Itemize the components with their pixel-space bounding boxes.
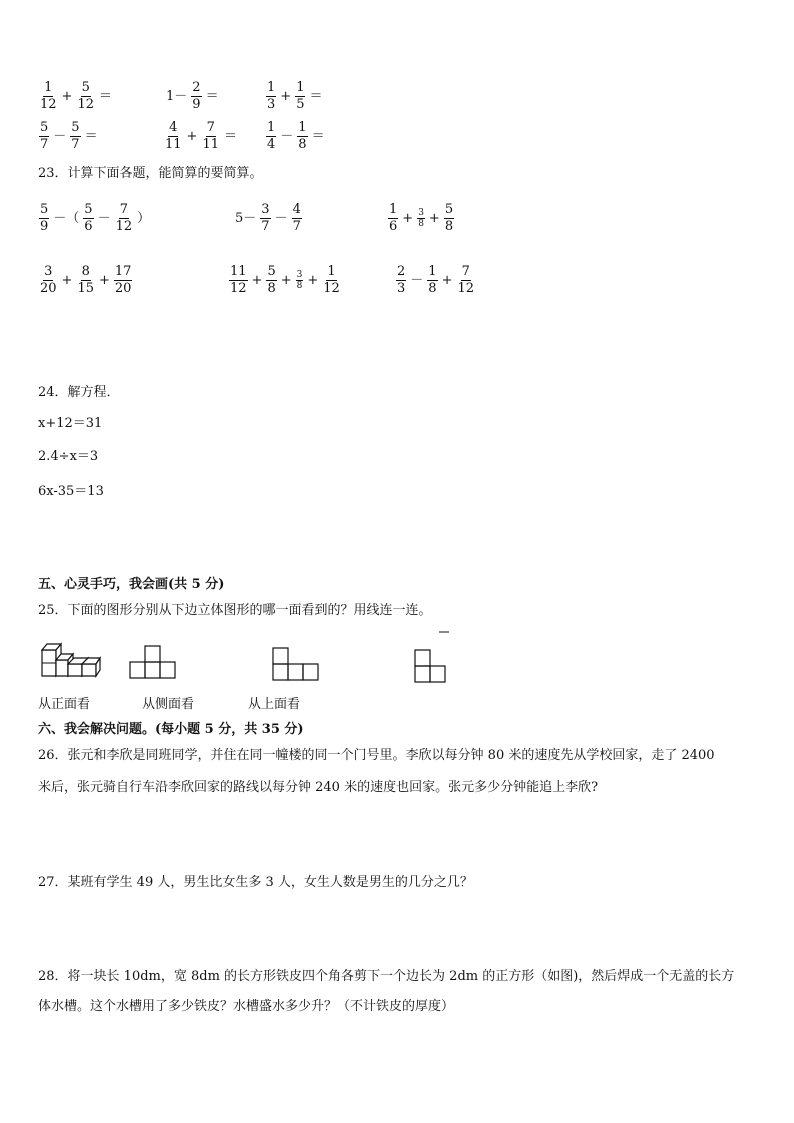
fraction-denominator: 12 xyxy=(40,97,57,112)
fraction-denominator: 8 xyxy=(296,281,303,291)
fraction xyxy=(297,120,307,153)
fraction-numerator: 8 xyxy=(81,264,90,279)
fraction-denominator: 9 xyxy=(192,97,201,112)
q23-expr-4 xyxy=(38,264,133,297)
fraction-numerator: 2 xyxy=(192,80,201,95)
q25-text: 25．下面的图形分别从下边立体图形的哪一面看到的？用线连一连。 xyxy=(38,603,432,618)
fraction xyxy=(456,264,475,297)
q23-expr-6 xyxy=(395,264,476,297)
fraction-denominator: 7 xyxy=(71,137,80,152)
math-operator: － xyxy=(53,128,67,144)
fraction xyxy=(266,80,276,113)
view-c-svg xyxy=(413,630,453,686)
fraction xyxy=(39,120,49,153)
view-label-front: 从正面看 xyxy=(38,697,91,712)
fraction-denominator: 7 xyxy=(292,219,301,234)
math-operator: + xyxy=(61,272,73,288)
fraction-numerator: 1 xyxy=(389,202,398,217)
fraction-denominator: 11 xyxy=(165,137,182,152)
solid-figure xyxy=(38,636,102,680)
fraction-denominator: 4 xyxy=(267,137,276,152)
math-operator: + xyxy=(61,88,73,104)
math-operator: + xyxy=(402,210,414,226)
q24-title: 24．解方程． xyxy=(38,385,120,400)
fraction-denominator: 3 xyxy=(267,97,276,112)
oral-expr-4 xyxy=(38,120,101,153)
fraction-denominator: 6 xyxy=(84,219,93,234)
fraction-numerator: 5 xyxy=(444,202,454,217)
fraction-denominator: 8 xyxy=(267,281,276,296)
q26-line1: 26．张元和李欣是同班同学，并住在同一幢楼的同一个门号里。李欣以每分钟 80 米的速度先从学校回家，走了 2400 xyxy=(38,748,715,763)
math-operator: ＝ xyxy=(99,88,113,104)
fraction xyxy=(83,202,93,235)
view-label-side: 从侧面看 xyxy=(142,697,195,712)
fraction-denominator: 12 xyxy=(230,281,247,296)
fraction xyxy=(396,264,406,297)
fraction xyxy=(229,264,248,297)
math-operator: + xyxy=(186,128,198,144)
section6-header: 六、我会解决问题。(每小题 5 分，共 35 分) xyxy=(38,722,304,737)
fraction-numerator: 5 xyxy=(71,120,80,135)
fraction-numerator: 1 xyxy=(267,80,276,95)
fraction xyxy=(322,264,341,297)
fraction-numerator: 3 xyxy=(261,202,270,217)
math-operator: + xyxy=(428,210,440,226)
fraction xyxy=(39,202,49,235)
fraction-denominator: 20 xyxy=(40,281,57,296)
q24-eq2: 2.4÷x＝3 xyxy=(38,449,99,464)
math-operator: + xyxy=(441,272,453,288)
fraction-numerator: 5 xyxy=(81,80,90,95)
math-operator: －（ xyxy=(53,210,80,226)
fraction xyxy=(292,202,302,235)
fraction-numerator: 5 xyxy=(267,264,276,279)
fraction-numerator: 1 xyxy=(298,120,307,135)
fraction-denominator: 8 xyxy=(298,137,307,152)
view-figure-b xyxy=(272,646,320,682)
math-operator: 1－ xyxy=(166,88,188,104)
fraction-denominator: 7 xyxy=(261,219,270,234)
math-operator: ） xyxy=(137,210,151,226)
math-operator: + xyxy=(307,272,319,288)
math-operator: － xyxy=(274,210,288,226)
fraction-denominator: 8 xyxy=(428,281,437,296)
view-a-svg xyxy=(129,644,177,680)
fraction-denominator: 12 xyxy=(457,281,475,296)
fraction-numerator: 17 xyxy=(114,264,132,279)
q26-line2: 米后，张元骑自行车沿李欣回家的路线以每分钟 240 米的速度也回家。张元多少分钟能追上李欣? xyxy=(38,780,599,795)
fraction-denominator: 9 xyxy=(40,219,49,234)
math-operator: + xyxy=(280,272,292,288)
fraction xyxy=(296,270,304,291)
math-operator: ＝ xyxy=(309,88,323,104)
math-operator: － xyxy=(97,210,111,226)
fraction xyxy=(201,120,220,153)
math-operator: 5－ xyxy=(235,210,257,226)
fraction-denominator: 8 xyxy=(418,219,424,229)
fraction-denominator: 11 xyxy=(202,137,219,152)
fraction-denominator: 7 xyxy=(40,137,49,152)
oral-expr-1 xyxy=(38,80,115,113)
view-label-top: 从上面看 xyxy=(248,697,301,712)
fraction-numerator: 11 xyxy=(230,264,247,279)
math-operator: － xyxy=(410,272,424,288)
fraction xyxy=(295,80,305,113)
fraction-denominator: 12 xyxy=(77,97,94,112)
fraction xyxy=(191,80,201,113)
fraction-numerator: 1 xyxy=(327,264,336,279)
fraction xyxy=(70,120,80,153)
fraction-denominator: 6 xyxy=(389,219,398,234)
view-b-svg xyxy=(272,646,320,682)
math-operator: + xyxy=(99,272,110,288)
fraction-numerator: 3 xyxy=(418,208,424,218)
fraction xyxy=(417,208,425,229)
q23-expr-3 xyxy=(387,202,455,235)
fraction-numerator: 2 xyxy=(397,264,406,279)
fraction xyxy=(39,80,58,113)
fraction xyxy=(427,264,437,297)
fraction xyxy=(444,202,454,235)
solid-cubes-svg xyxy=(38,636,102,680)
fraction xyxy=(76,264,95,297)
fraction-denominator: 12 xyxy=(115,219,133,234)
fraction xyxy=(114,264,133,297)
q28-line1: 28．将一块长 10dm，宽 8dm 的长方形铁皮四个角各剪下一个边长为 2dm 的正方形（如图)，然后焊成一个无盖的长方 xyxy=(38,969,735,984)
fraction xyxy=(388,202,398,235)
fraction-numerator: 5 xyxy=(40,120,49,135)
fraction-denominator: 20 xyxy=(114,281,132,296)
fraction-numerator: 7 xyxy=(119,202,128,217)
q23-expr-2 xyxy=(232,202,303,235)
fraction xyxy=(115,202,134,235)
fraction-denominator: 12 xyxy=(323,281,340,296)
fraction xyxy=(164,120,183,153)
math-operator: － xyxy=(280,128,294,144)
q24-eq1: x+12＝31 xyxy=(38,416,103,431)
oral-expr-3 xyxy=(265,80,325,113)
fraction-numerator: 5 xyxy=(40,202,49,217)
fraction-numerator: 3 xyxy=(296,270,303,280)
fraction-denominator: 8 xyxy=(444,219,454,234)
q23-title: 23．计算下面各题，能简算的要简算。 xyxy=(38,166,263,181)
fraction-numerator: 4 xyxy=(292,202,301,217)
fraction-numerator: 4 xyxy=(169,120,178,135)
fraction xyxy=(266,120,276,153)
fraction-numerator: 7 xyxy=(461,264,470,279)
fraction-numerator: 1 xyxy=(267,120,276,135)
fraction-numerator: 1 xyxy=(44,80,53,95)
fraction xyxy=(39,264,58,297)
fraction-numerator: 1 xyxy=(428,264,437,279)
q24-eq3: 6x-35＝13 xyxy=(38,484,104,499)
section5-header: 五、心灵手巧，我会画(共 5 分) xyxy=(38,577,225,592)
math-operator: ＝ xyxy=(205,88,219,104)
q27-text: 27．某班有学生 49 人，男生比女生多 3 人，女生人数是男生的几分之几？ xyxy=(38,875,473,890)
math-operator: ＝ xyxy=(311,128,325,144)
fraction-numerator: 1 xyxy=(296,80,305,95)
fraction-numerator: 7 xyxy=(206,120,215,135)
q23-expr-5 xyxy=(228,264,342,297)
oral-expr-6 xyxy=(265,120,328,153)
fraction-numerator: 5 xyxy=(84,202,93,217)
oral-expr-2 xyxy=(163,80,222,113)
fraction-denominator: 3 xyxy=(397,281,406,296)
q28-line2: 体水槽。这个水槽用了多少铁皮？水槽盛水多少升？（不计铁皮的厚度） xyxy=(38,999,455,1014)
math-operator: ＝ xyxy=(224,128,238,144)
q23-expr-1 xyxy=(38,202,153,235)
fraction xyxy=(76,80,95,113)
fraction-numerator: 3 xyxy=(44,264,53,279)
fraction-denominator: 15 xyxy=(77,281,94,296)
math-operator: + xyxy=(251,272,263,288)
fraction-denominator: 5 xyxy=(296,97,305,112)
math-operator: + xyxy=(280,88,292,104)
fraction xyxy=(266,264,276,297)
view-figure-c xyxy=(413,630,453,686)
math-operator: ＝ xyxy=(84,128,98,144)
fraction xyxy=(260,202,270,235)
view-figure-a xyxy=(129,644,177,680)
oral-expr-5 xyxy=(163,120,240,153)
